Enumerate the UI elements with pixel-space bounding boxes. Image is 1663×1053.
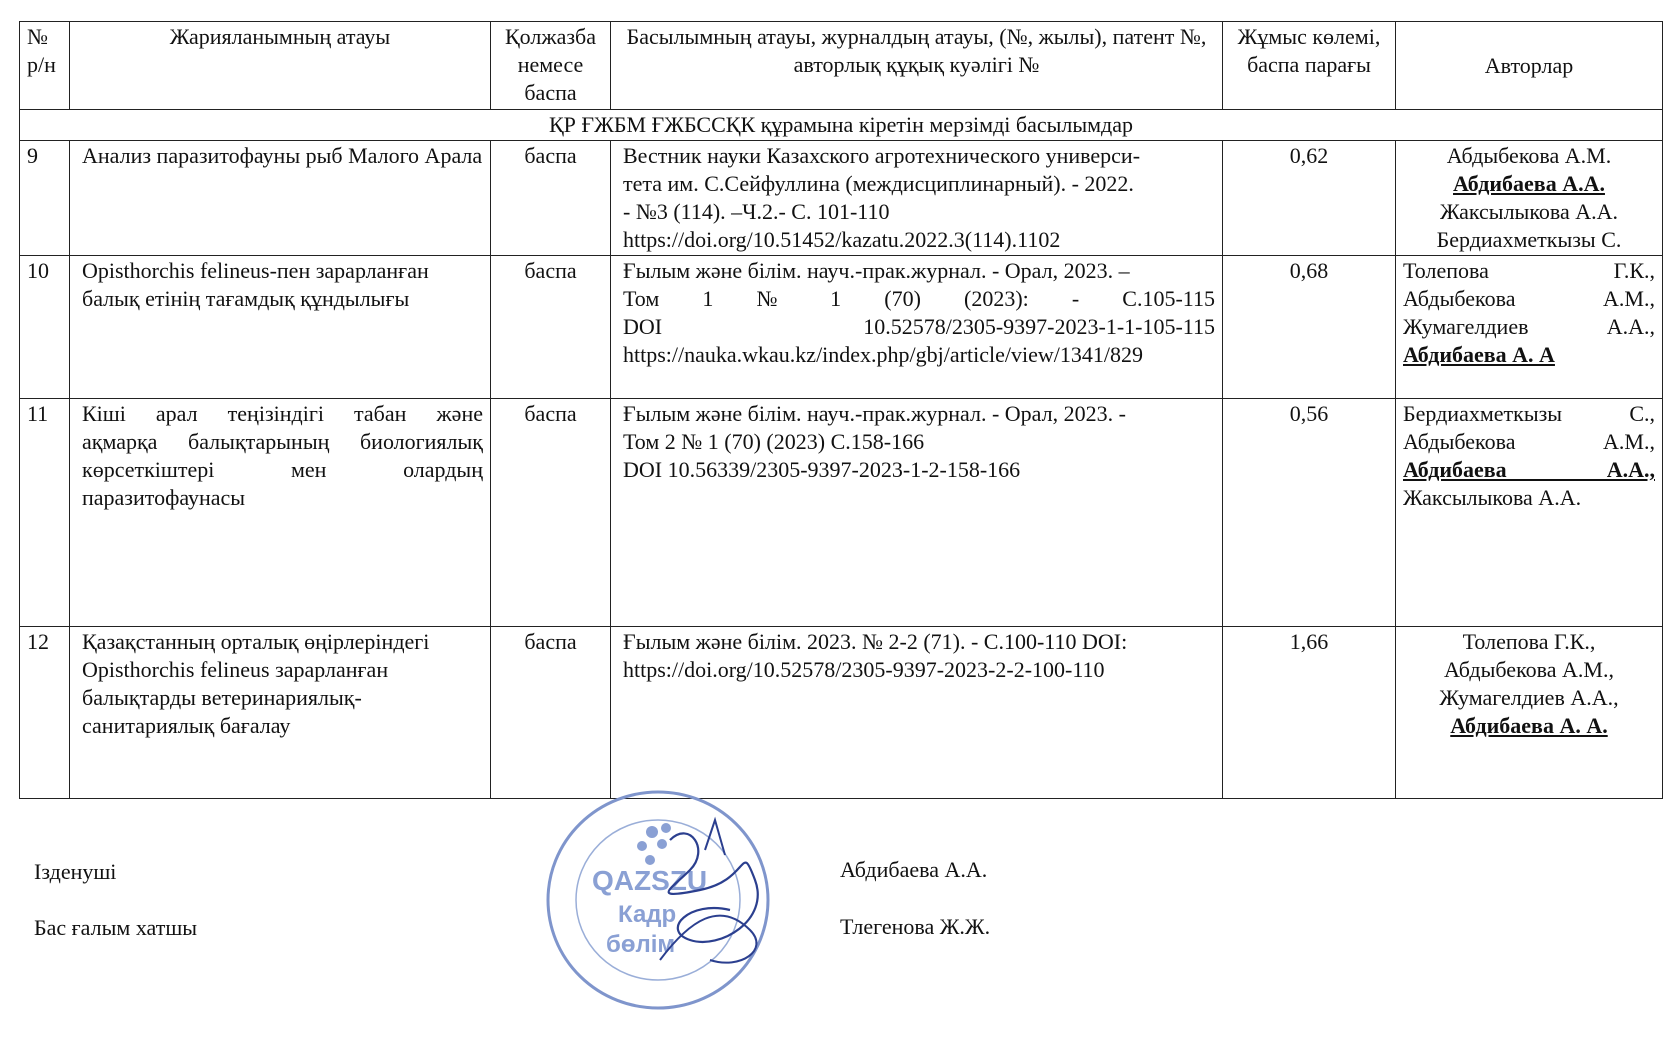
stamp-seal-icon [540,780,790,1020]
source-line: DOI 10.52578/2305-9397-2023-1-1-105-115 [623,314,1215,339]
table-row [20,141,1663,256]
author: Абдыбекова А.М., [1403,429,1655,454]
header-volume: Жұмыс көлемі, баспа парағы [1223,22,1396,110]
author: Жаксылыкова А.А. [1439,199,1619,224]
author-highlighted: Абдибаева А. А. [1450,713,1608,738]
author: Бердиахметкызы С., [1403,401,1655,426]
header-type: Қолжазба немесе баспа [491,22,611,110]
row-authors [1396,141,1663,256]
row-volume: 0,56 [1223,399,1396,627]
row-num: 12 [20,627,70,799]
source-line: Том 1 № 1 (70) (2023): - С.105-115 [623,286,1215,311]
source-line: Том 2 № 1 (70) (2023) С.158-166 [623,429,925,454]
author: Толепова Г.К., [1403,258,1655,283]
author: Абдыбекова А.М., [1444,657,1614,682]
author: Жумагелдиев А.А., [1439,685,1619,710]
row-type: баспа [491,627,611,799]
header-row [20,22,1663,110]
header-source: Басылымның атауы, журналдың атауы, (№, жылы), патент №, авторлық құқық куәлігі № [611,22,1223,110]
header-num: № р/н [20,22,70,110]
author-highlighted: Абдибаева А. А [1403,342,1555,367]
header-title: Жарияланымның атауы [70,22,491,110]
row-type: баспа [491,141,611,256]
author: Жаксылыкова А.А. [1403,485,1582,510]
source-line: https://nauka.wkau.kz/index.php/gbj/article/view/1341/829 [623,342,1143,367]
author: Толепова Г.К., [1462,629,1596,654]
source-line: DOI 10.56339/2305-9397-2023-1-2-158-166 [623,457,1021,482]
author: Абдыбекова А.М., [1403,286,1655,311]
row-type: баспа [491,399,611,627]
source-line: Ғылым және білім. науч.-прак.журнал. - Орал, 2023. - [623,401,1126,426]
applicant-label: Ізденуші [34,859,117,884]
header-authors: Авторлар [1396,22,1663,110]
row-authors [1396,627,1663,799]
publications-table [19,21,1663,799]
row-num: 11 [20,399,70,627]
source-line: Ғылым және білім. 2023. № 2-2 (71). - С.100-110 DOI: [623,629,1128,654]
row-authors [1396,256,1663,399]
applicant-name: Абдибаева А.А. [840,857,988,882]
row-title: Opisthorchis felineus-пен зарарланған балық етінің тағамдық құндылығы [70,256,491,399]
table-row [20,627,1663,799]
stamp-org: QAZSZU [592,865,708,896]
row-source [611,141,1223,256]
author: Бердиахметкызы С. [1436,227,1622,252]
source-line: - №3 (114). –Ч.2.- С. 101-110 [623,199,890,224]
author: Жумагелдиев А.А., [1403,314,1655,339]
source-line: тета им. С.Сейфуллина (междисциплинарный). - 2022. [623,171,1134,196]
row-volume: 0,62 [1223,141,1396,256]
row-title: Анализ паразитофауны рыб Малого Арала [70,141,491,256]
row-volume: 0,68 [1223,256,1396,399]
row-source [611,256,1223,399]
row-type: баспа [491,256,611,399]
row-num: 10 [20,256,70,399]
author: Абдыбекова А.М. [1446,143,1612,168]
row-title: Қазақстанның орталық өңірлеріндегі Opisthorchis felineus зарарланған балықтарды ветеринариялық-санитариялық бағалау [70,627,491,799]
section-row [20,110,1663,141]
secretary-label: Бас ғалым хатшы [34,915,198,940]
source-line: https://doi.org/10.51452/kazatu.2022.3(114).1102 [623,227,1061,252]
section-title: ҚР ҒЖБМ ҒЖБССҚК құрамына кіретін мерзімді басылымдар [20,110,1663,141]
secretary-name: Тлегенова Ж.Ж. [840,914,991,939]
source-line: Ғылым және білім. науч.-прак.журнал. - Орал, 2023. – [623,258,1130,283]
source-line: https://doi.org/10.52578/2305-9397-2023-2-2-100-110 [623,657,1105,682]
stamp-dept-2: бөлім [606,931,676,958]
table-row [20,399,1663,627]
stamp-dept-1: Кадр [618,901,677,928]
row-num: 9 [20,141,70,256]
row-source [611,399,1223,627]
author-highlighted: Абдибаева А.А., [1403,457,1655,482]
row-source [611,627,1223,799]
row-volume: 1,66 [1223,627,1396,799]
row-title: Кіші арал теңізіндігі табан және ақмарқа балықтарының биологиялық көрсеткіштері мен олардың паразитофаунасы [70,399,491,627]
row-authors [1396,399,1663,627]
source-line: Вестник науки Казахского агротехнического универси- [623,143,1141,168]
table-row [20,256,1663,399]
author-highlighted: Абдибаева А.А. [1453,171,1605,196]
